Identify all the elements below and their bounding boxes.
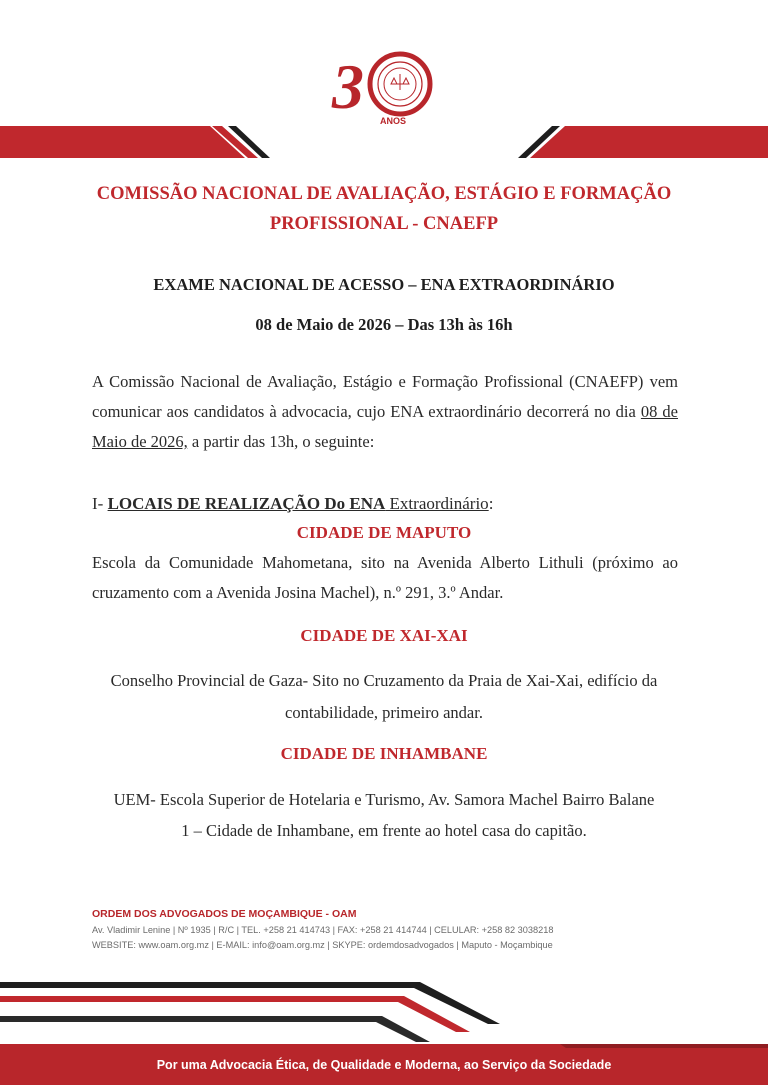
address-xai-xai-line-2: contabilidade, primeiro andar.: [285, 703, 483, 722]
city-xai-xai: CIDADE DE XAI-XAI: [300, 626, 468, 645]
address-inhambane-line-1: UEM- Escola Superior de Hotelaria e Turismo, Av. Samora Machel Bairro Balane: [113, 790, 655, 809]
address-xai-xai-line-1: Conselho Provincial de Gaza- Sito no Cruzamento da Praia de Xai-Xai, edifício da: [110, 671, 658, 690]
section-suffix: :: [488, 494, 494, 513]
intro-text-1: A Comissão Nacional de Avaliação, Estágio e Formação Profissional (CNAEFP) vem comunicar aos candidatos à advocacia, cujo ENA extraordinário decorrerá no dia: [92, 372, 678, 421]
footer-slogan: Por uma Advocacia Ética, de Qualidade e Moderna, ao Serviço da Sociedade: [156, 1058, 612, 1072]
svg-text:3: 3: [332, 51, 364, 122]
address-maputo: Escola da Comunidade Mahometana, sito na Avenida Alberto Lithuli (próximo ao cruzamento com a Avenida Josina Machel), n.º 291, 3.º Andar.: [92, 553, 678, 602]
address-inhambane-line-2: 1 – Cidade de Inhambane, em frente ao hotel casa do capitão.: [181, 821, 587, 840]
section-heading-bold: LOCAIS DE REALIZAÇÃO Do ENA: [107, 494, 386, 513]
intro-text-2: a partir das 13h, o seguinte:: [187, 432, 375, 451]
city-inhambane: CIDADE DE INHAMBANE: [280, 744, 488, 763]
section-heading: [92, 494, 493, 514]
section-prefix: I-: [92, 494, 108, 513]
footer-org-name: ORDEM DOS ADVOGADOS DE MOÇAMBIQUE - OAM: [92, 908, 357, 920]
city-maputo: CIDADE DE MAPUTO: [296, 523, 472, 542]
logo-caption: ANOS: [380, 116, 407, 126]
intro-date: 08 de Maio de 2026,: [92, 402, 679, 451]
exam-schedule: 08 de Maio de 2026 – Das 13h às 16h: [255, 315, 513, 334]
oam-30-anos-logo-icon: [328, 44, 438, 126]
title-line-2: PROFISSIONAL - CNAEFP: [269, 214, 499, 234]
title-line-1: COMISSÃO NACIONAL DE AVALIAÇÃO, ESTÁGIO E FORMAÇÃO: [96, 184, 672, 204]
footer-contact-line-1: Av. Vladimir Lenine | Nº 1935 | R/C | TEL. +258 21 414743 | FAX: +258 21 414744 | CELULAR: +258 82 3038218: [92, 925, 554, 935]
intro-paragraph: [92, 367, 678, 457]
footer-contact-line-2: WEBSITE: www.oam.org.mz | E-MAIL: info@oam.org.mz | SKYPE: ordemdosadvogados | Maputo - Moçambique: [92, 940, 553, 950]
section-heading-rest: Extraordinário: [385, 494, 489, 513]
header-band: [0, 122, 768, 162]
exam-name: EXAME NACIONAL DE ACESSO – ENA EXTRAORDINÁRIO: [153, 275, 615, 294]
